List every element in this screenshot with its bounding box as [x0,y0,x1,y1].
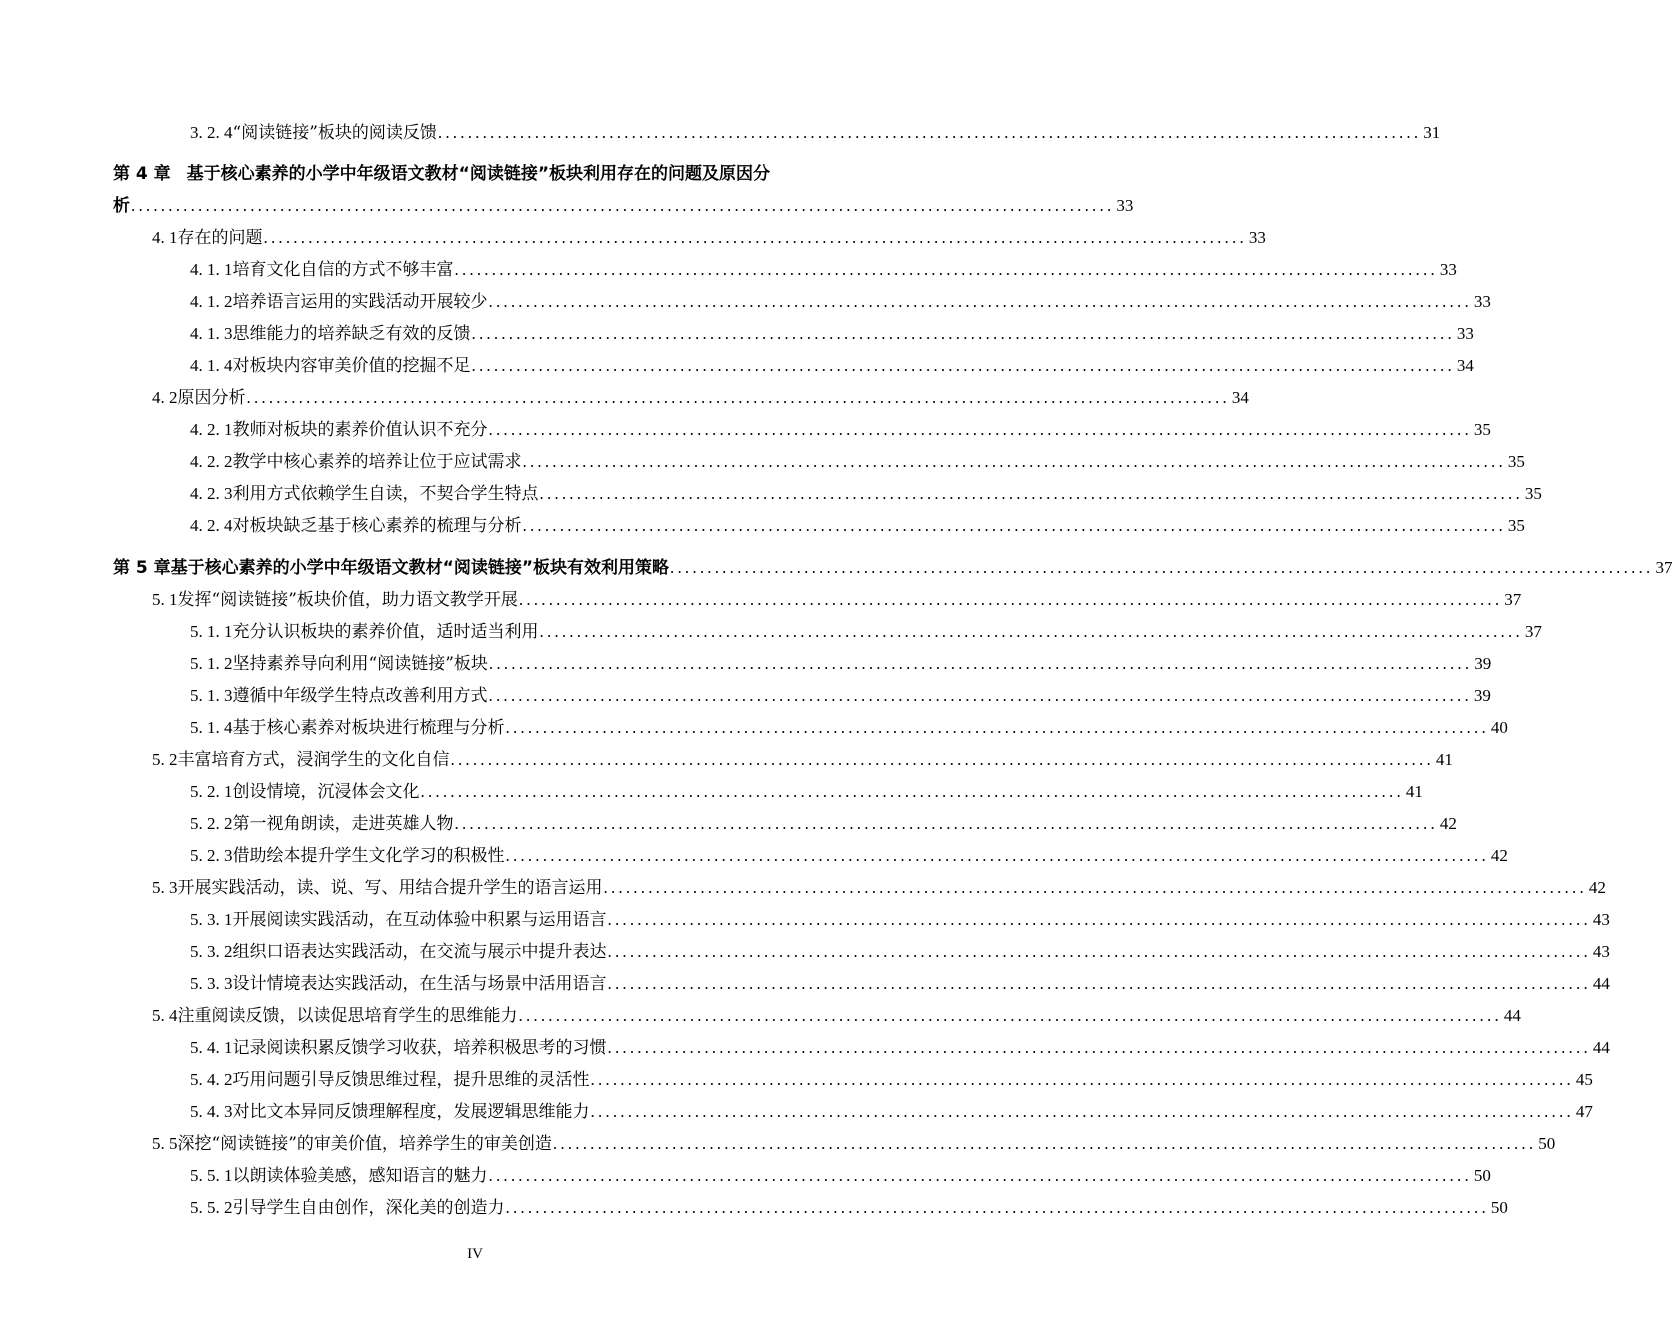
entry-title: 培养语言运用的实践活动开展较少 [232,292,488,312]
dot-leader: .................................................................................................................................... [505,846,1489,865]
entry-page: 34 [1231,388,1249,407]
entry-title: 原因分析 [177,388,246,408]
entry-number: 5. 3. 3 [190,974,233,993]
dot-leader: .................................................................................................................................... [603,878,1587,897]
entry-page: 42 [1490,846,1508,865]
entry-page: 50 [1538,1134,1556,1153]
toc-entry[interactable] [190,1165,1491,1187]
entry-number: 4. 1. 2 [190,292,233,311]
dot-leader: .................................................................................................................................... [488,420,1472,439]
entry-title: 创设情境，沉浸体会文化 [232,782,420,802]
entry-number: 4. 2. 4 [190,516,233,535]
dot-leader: .................................................................................................................................... [488,1166,1472,1185]
chapter-prefix: 第 5 章 [113,558,171,578]
entry-title: “阅读链接”板块的阅读反馈 [232,123,437,143]
entry-page: 41 [1405,782,1423,801]
toc-entry[interactable] [190,813,1457,835]
entry-title: 对比文本异同反馈理解程度，发展逻辑思维能力 [232,1102,590,1122]
entry-page: 37 [1524,622,1542,641]
toc-entry[interactable] [190,1037,1610,1059]
entry-number: 5. 1. 3 [190,686,233,705]
dot-leader: .................................................................................................................................... [263,228,1247,247]
entry-number: 4. 2. 3 [190,484,233,503]
toc-entry[interactable] [190,515,1525,537]
entry-number: 5. 4. 3 [190,1102,233,1121]
toc-entry[interactable] [190,483,1542,505]
dot-leader: .................................................................................................................................... [670,558,1654,577]
dot-leader: .................................................................................................................................... [590,1070,1574,1089]
dot-leader: .................................................................................................................................... [607,942,1591,961]
toc-entry[interactable] [190,355,1474,377]
entry-title: 基于核心素养对板块进行梳理与分析 [232,718,505,738]
toc-entry-chapter-5[interactable] [113,557,1672,579]
entry-page: 33 [1456,324,1474,343]
entry-page: 33 [1248,228,1266,247]
entry-page: 39 [1474,654,1492,673]
entry-title: 开展实践活动，读、说、写、用结合提升学生的语言运用 [177,878,603,898]
entry-page: 35 [1524,484,1542,503]
entry-title: 充分认识板块的素养价值，适时适当利用 [232,622,539,642]
entry-title: 遵循中年级学生特点改善利用方式 [232,686,488,706]
page-footer [0,1246,950,1263]
entry-number: 5. 5 [152,1134,178,1153]
dot-leader: .................................................................................................................................... [539,622,1523,641]
entry-page: 31 [1423,123,1441,142]
dot-leader: .................................................................................................................................... [471,324,1455,343]
entry-title: 思维能力的培养缺乏有效的反馈 [232,324,471,344]
entry-title: 以朗读体验美感，感知语言的魅力 [232,1166,488,1186]
entry-number: 5. 5. 2 [190,1198,233,1217]
toc-entry[interactable] [190,781,1423,803]
toc-entry[interactable] [152,1133,1556,1155]
entry-number: 4. 1. 4 [190,356,233,375]
entry-number: 5. 1. 4 [190,718,233,737]
toc-entry[interactable] [190,451,1525,473]
entry-number: 5. 4. 2 [190,1070,233,1089]
entry-page: 44 [1592,1038,1610,1057]
dot-leader: .................................................................................................................................... [607,910,1591,929]
entry-title: 教学中核心素养的培养让位于应试需求 [232,452,522,472]
entry-title: 巧用问题引导反馈思维过程，提升思维的灵活性 [232,1070,590,1090]
entry-page: 33 [1439,260,1457,279]
dot-leader: .................................................................................................................................... [420,782,1404,801]
entry-title: 发挥“阅读链接”板块价值，助力语文教学开展 [177,590,518,610]
entry-title: 对板块缺乏基于核心素养的梳理与分析 [232,516,522,536]
dot-leader: .................................................................................................................................... [131,196,1115,215]
entry-number: 4. 2 [152,388,178,407]
chapter-title: 基于核心素养的小学中年级语文教材“阅读链接”板块利用存在的问题及原因分 [186,164,771,184]
dot-leader: .................................................................................................................................... [437,123,1422,142]
entry-title: 开展阅读实践活动，在互动体验中积累与运用语言 [232,910,607,930]
entry-page: 43 [1592,910,1610,929]
chapter-title: 基于核心素养的小学中年级语文教材“阅读链接”板块有效利用策略 [170,558,670,578]
toc-entry[interactable] [190,845,1508,867]
entry-page: 35 [1507,516,1525,535]
toc-entry[interactable] [190,291,1491,313]
dot-leader: .................................................................................................................................... [518,1006,1502,1025]
entry-title: 丰富培育方式，浸润学生的文化自信 [177,750,450,770]
dot-leader: .................................................................................................................................... [450,750,1434,769]
dot-leader: .................................................................................................................................... [505,718,1489,737]
toc-entry[interactable] [190,973,1610,995]
toc-entry[interactable] [190,941,1610,963]
entry-page: 35 [1473,420,1491,439]
entry-page: 42 [1588,878,1606,897]
entry-page: 39 [1473,686,1491,705]
entry-number: 5. 1 [152,590,178,609]
entry-number: 5. 4. 1 [190,1038,233,1057]
toc-entry[interactable] [190,621,1542,643]
entry-title: 利用方式依赖学生自读，不契合学生特点 [232,484,539,504]
entry-page: 44 [1503,1006,1521,1025]
dot-leader: .................................................................................................................................... [607,1038,1591,1057]
dot-leader: .................................................................................................................................... [454,814,1438,833]
toc-entry[interactable] [190,717,1508,739]
entry-number: 5. 1. 2 [190,654,233,673]
entry-title: 设计情境表达实践活动，在生活与场景中活用语言 [232,974,607,994]
toc-entry[interactable] [152,387,1249,409]
toc-entry[interactable] [190,122,1441,144]
entry-number: 5. 3. 1 [190,910,233,929]
entry-page: 35 [1507,452,1525,471]
entry-page: 34 [1456,356,1474,375]
dot-leader: .................................................................................................................................... [590,1102,1574,1121]
entry-page: 37 [1504,590,1522,609]
entry-title: 记录阅读积累反馈学习收获，培养积极思考的习惯 [232,1038,607,1058]
entry-title: 深挖“阅读链接”的审美价值，培养学生的审美创造 [177,1134,552,1154]
entry-number: 4. 2. 2 [190,452,233,471]
entry-number: 4. 2. 1 [190,420,233,439]
entry-number: 5. 3. 2 [190,942,233,961]
toc-entry[interactable] [190,685,1491,707]
entry-number: 4. 1 [152,228,178,247]
entry-page: 50 [1490,1198,1508,1217]
dot-leader: .................................................................................................................................... [471,356,1455,375]
toc-entry[interactable] [190,1069,1593,1091]
toc-entry[interactable] [190,323,1474,345]
dot-leader: .................................................................................................................................... [488,292,1472,311]
entry-number: 3. 2. 4 [190,123,233,142]
entry-page: 40 [1490,718,1508,737]
toc-entry-chapter-4[interactable] [113,195,1134,217]
entry-page: 45 [1575,1070,1593,1089]
entry-page: 42 [1439,814,1457,833]
entry-title: 坚持素养导向利用“阅读链接”板块 [232,654,488,674]
dot-leader: .................................................................................................................................... [539,484,1523,503]
toc-entry[interactable] [190,1197,1508,1219]
entry-title: 存在的问题 [177,228,263,248]
toc-entry[interactable] [190,419,1491,441]
entry-number: 5. 4 [152,1006,178,1025]
dot-leader: .................................................................................................................................... [552,1134,1537,1153]
entry-title: 第一视角朗读，走进英雄人物 [232,814,454,834]
entry-page: 43 [1592,942,1610,961]
dot-leader: .................................................................................................................................... [246,388,1230,407]
entry-page: 41 [1435,750,1453,769]
dot-leader: .................................................................................................................................... [518,590,1503,609]
toc-entry[interactable] [190,653,1492,675]
chapter-prefix: 第 4 章 [113,164,171,184]
entry-title: 对板块内容审美价值的挖掘不足 [232,356,471,376]
entry-title: 培育文化自信的方式不够丰富 [232,260,454,280]
entry-page: 44 [1592,974,1610,993]
toc-entry[interactable] [152,227,1266,249]
dot-leader: .................................................................................................................................... [488,686,1472,705]
page-number: IV [467,1246,483,1262]
dot-leader: .................................................................................................................................... [454,260,1438,279]
entry-title: 注重阅读反馈，以读促思培育学生的思维能力 [177,1006,518,1026]
entry-number: 5. 3 [152,878,178,897]
toc-entry[interactable] [190,1101,1593,1123]
dot-leader: .................................................................................................................................... [522,452,1506,471]
toc-entry[interactable] [190,259,1457,281]
entry-number: 4. 1. 3 [190,324,233,343]
entry-number: 5. 2 [152,750,178,769]
entry-page: 33 [1116,196,1134,215]
dot-leader: .................................................................................................................................... [522,516,1506,535]
chapter-title-continued: 析 [113,196,130,216]
toc-entry[interactable] [190,909,1610,931]
entry-number: 5. 1. 1 [190,622,233,641]
entry-title: 引导学生自由创作，深化美的创造力 [232,1198,505,1218]
entry-title: 借助绘本提升学生文化学习的积极性 [232,846,505,866]
toc-entry[interactable] [152,1005,1521,1027]
entry-title: 教师对板块的素养价值认识不充分 [232,420,488,440]
toc-entry[interactable] [152,877,1606,899]
chapter-4-heading[interactable] [113,163,770,185]
entry-page: 50 [1473,1166,1491,1185]
entry-number: 5. 5. 1 [190,1166,233,1185]
dot-leader: .................................................................................................................................... [607,974,1591,993]
toc-entry[interactable] [152,749,1453,771]
dot-leader: .................................................................................................................................... [505,1198,1489,1217]
entry-number: 5. 2. 2 [190,814,233,833]
entry-title: 组织口语表达实践活动，在交流与展示中提升表达 [232,942,607,962]
entry-number: 5. 2. 3 [190,846,233,865]
toc-entry[interactable] [152,589,1522,611]
entry-page: 33 [1473,292,1491,311]
entry-number: 5. 2. 1 [190,782,233,801]
dot-leader: .................................................................................................................................... [488,654,1473,673]
entry-number: 4. 1. 1 [190,260,233,279]
entry-page: 47 [1575,1102,1593,1121]
entry-page: 37 [1655,558,1672,577]
